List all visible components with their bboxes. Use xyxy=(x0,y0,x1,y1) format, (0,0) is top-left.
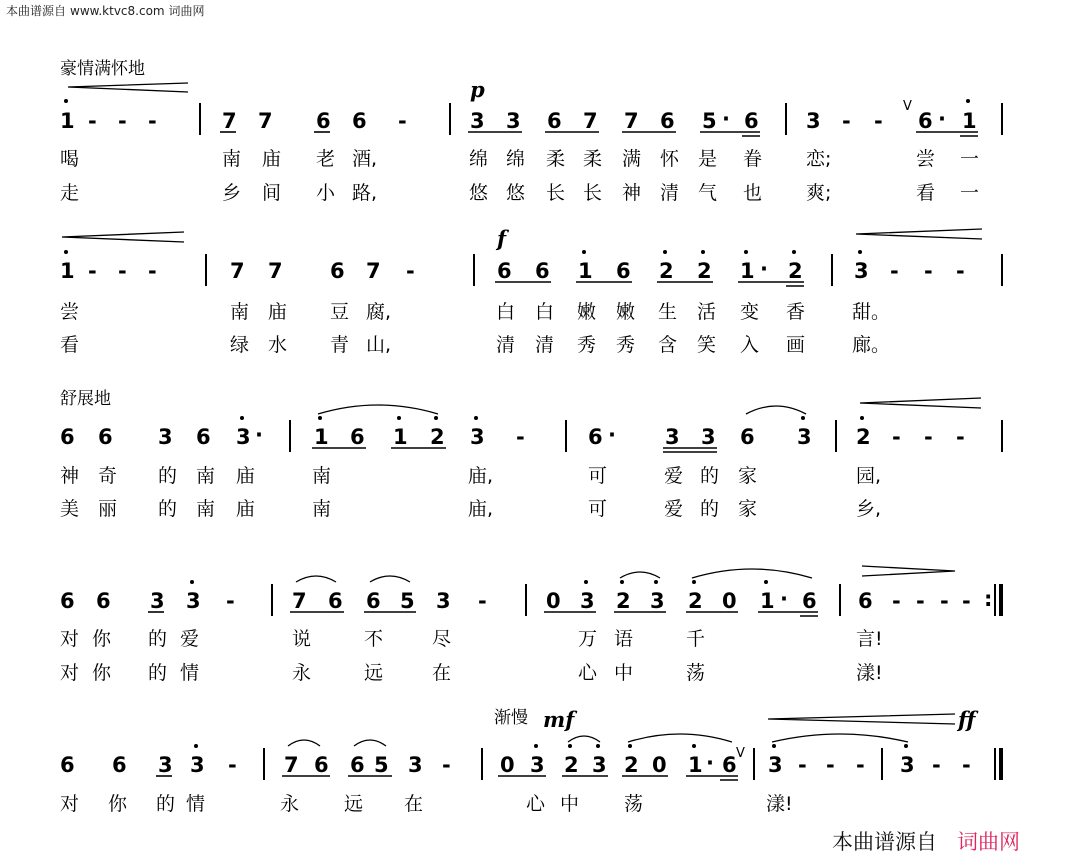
svg-text:乡: 乡 xyxy=(222,182,242,204)
svg-text:5: 5 xyxy=(400,589,415,613)
svg-text:尝: 尝 xyxy=(60,301,80,323)
tempo-mark-3: 渐慢 xyxy=(494,708,528,728)
svg-text:7: 7 xyxy=(366,259,381,283)
svg-text:6: 6 xyxy=(497,259,512,283)
svg-text:-: - xyxy=(798,753,807,777)
svg-text:看: 看 xyxy=(60,334,80,356)
svg-text:3: 3 xyxy=(797,425,812,449)
svg-text:6: 6 xyxy=(96,589,111,613)
svg-text:6: 6 xyxy=(112,753,127,777)
svg-text:3: 3 xyxy=(768,753,783,777)
svg-text:可: 可 xyxy=(588,498,608,520)
svg-text:画: 画 xyxy=(786,334,806,356)
svg-text:庙: 庙 xyxy=(236,498,256,520)
svg-text:庙: 庙 xyxy=(236,465,256,487)
svg-text:6: 6 xyxy=(60,753,75,777)
svg-text:生: 生 xyxy=(658,301,678,323)
svg-text:对: 对 xyxy=(60,662,80,684)
svg-text:-: - xyxy=(478,589,487,613)
svg-text:0: 0 xyxy=(652,753,667,777)
svg-text:庙: 庙 xyxy=(268,301,288,323)
svg-text:6: 6 xyxy=(366,589,381,613)
row-5 xyxy=(60,734,1001,815)
svg-text:丽: 丽 xyxy=(98,498,118,520)
svg-text:0: 0 xyxy=(722,589,737,613)
svg-text:香: 香 xyxy=(786,301,806,323)
svg-text:清: 清 xyxy=(660,182,680,204)
source-footer xyxy=(832,826,1020,856)
svg-text:-: - xyxy=(856,753,865,777)
svg-text:一: 一 xyxy=(960,148,980,170)
svg-text:悠: 悠 xyxy=(469,182,489,204)
row-3 xyxy=(60,405,1002,520)
svg-text:2: 2 xyxy=(856,425,871,449)
svg-text:6: 6 xyxy=(196,425,211,449)
svg-text:-: - xyxy=(924,425,933,449)
svg-text:庙,: 庙, xyxy=(468,498,494,520)
svg-text:3: 3 xyxy=(530,753,545,777)
svg-text:-: - xyxy=(962,753,971,777)
svg-text:路,: 路, xyxy=(352,182,378,204)
svg-text:6: 6 xyxy=(316,109,331,133)
svg-text:是: 是 xyxy=(698,148,718,170)
svg-text:甜。: 甜。 xyxy=(852,301,891,323)
footer-brand[interactable]: 词曲网 xyxy=(957,830,1020,854)
svg-text:一: 一 xyxy=(960,182,980,204)
svg-text:3: 3 xyxy=(470,425,485,449)
svg-text:绿: 绿 xyxy=(230,334,250,356)
svg-text:南: 南 xyxy=(230,301,250,323)
svg-text:对: 对 xyxy=(60,793,80,815)
svg-text:3: 3 xyxy=(236,425,251,449)
svg-text:3: 3 xyxy=(506,109,521,133)
svg-text:满: 满 xyxy=(622,148,642,170)
svg-text:6: 6 xyxy=(328,589,343,613)
svg-text:·: · xyxy=(608,423,616,447)
svg-text:3: 3 xyxy=(650,589,665,613)
svg-text:-: - xyxy=(956,425,965,449)
svg-text:-: - xyxy=(932,753,941,777)
header-brand: 词曲网 xyxy=(168,4,205,18)
svg-text:-: - xyxy=(516,425,525,449)
svg-text:言!: 言! xyxy=(856,628,883,650)
svg-text:-: - xyxy=(874,109,883,133)
svg-text:3: 3 xyxy=(665,425,680,449)
svg-text:悠: 悠 xyxy=(506,182,526,204)
tempo-mark-1: 豪情满怀地 xyxy=(60,59,145,79)
svg-text:庙: 庙 xyxy=(262,148,282,170)
svg-text:南: 南 xyxy=(312,498,332,520)
svg-text:1: 1 xyxy=(314,425,329,449)
header-site: 本曲谱源自 xyxy=(6,4,67,18)
svg-text:怀: 怀 xyxy=(660,148,680,170)
footer-site: 本曲谱源自 xyxy=(832,830,937,854)
svg-text:南: 南 xyxy=(222,148,242,170)
svg-text:6: 6 xyxy=(744,109,759,133)
svg-text:-: - xyxy=(148,259,157,283)
svg-text:的: 的 xyxy=(700,465,720,487)
svg-text:美: 美 xyxy=(60,498,80,520)
svg-text:的: 的 xyxy=(156,793,176,815)
svg-text:7: 7 xyxy=(258,109,273,133)
svg-text:绵: 绵 xyxy=(469,148,489,170)
svg-text:在: 在 xyxy=(404,793,424,815)
svg-text:柔: 柔 xyxy=(583,148,603,170)
svg-text:3: 3 xyxy=(408,753,423,777)
svg-text:看: 看 xyxy=(916,182,936,204)
svg-text:心: 心 xyxy=(526,793,546,815)
svg-text:乡,: 乡, xyxy=(856,498,882,520)
svg-text:清: 清 xyxy=(496,334,516,356)
svg-text:·: · xyxy=(706,751,714,775)
svg-text:2: 2 xyxy=(564,753,579,777)
svg-text:3: 3 xyxy=(190,753,205,777)
svg-text:·: · xyxy=(760,257,768,281)
tempo-mark-2: 舒展地 xyxy=(60,389,111,409)
dynamic-ff: ff xyxy=(958,707,976,732)
svg-text:绵: 绵 xyxy=(506,148,526,170)
svg-text:6: 6 xyxy=(588,425,603,449)
svg-text:尽: 尽 xyxy=(432,628,452,650)
svg-text:长: 长 xyxy=(546,182,566,204)
svg-text:3: 3 xyxy=(701,425,716,449)
svg-text:2: 2 xyxy=(616,589,631,613)
svg-text:7: 7 xyxy=(284,753,299,777)
svg-text:6: 6 xyxy=(660,109,675,133)
svg-text:6: 6 xyxy=(802,589,817,613)
svg-text:家: 家 xyxy=(738,498,758,520)
svg-text:7: 7 xyxy=(292,589,307,613)
svg-text:3: 3 xyxy=(580,589,595,613)
svg-text:3: 3 xyxy=(592,753,607,777)
svg-text:6: 6 xyxy=(547,109,562,133)
svg-text:3: 3 xyxy=(186,589,201,613)
svg-text:-: - xyxy=(924,259,933,283)
svg-text:南: 南 xyxy=(196,498,216,520)
svg-text:·: · xyxy=(938,107,946,131)
svg-text:·: · xyxy=(255,423,263,447)
svg-text:6: 6 xyxy=(314,753,329,777)
svg-text:爱: 爱 xyxy=(664,465,684,487)
svg-text:-: - xyxy=(826,753,835,777)
svg-text:-: - xyxy=(228,753,237,777)
svg-text:-: - xyxy=(406,259,415,283)
svg-text:走: 走 xyxy=(60,182,80,204)
svg-text:2: 2 xyxy=(624,753,639,777)
svg-text:6: 6 xyxy=(350,425,365,449)
svg-text:6: 6 xyxy=(616,259,631,283)
svg-text:6: 6 xyxy=(98,425,113,449)
svg-text:嫩: 嫩 xyxy=(577,301,597,323)
svg-text:白: 白 xyxy=(496,301,516,323)
dynamic-f: f xyxy=(497,226,507,251)
svg-text:-: - xyxy=(892,425,901,449)
svg-text:3: 3 xyxy=(470,109,485,133)
svg-text:-: - xyxy=(890,259,899,283)
row-1 xyxy=(60,99,1002,204)
svg-text:5: 5 xyxy=(374,753,389,777)
svg-text:6: 6 xyxy=(60,589,75,613)
hairpins xyxy=(62,83,982,724)
svg-text:爱: 爱 xyxy=(180,628,200,650)
svg-text:-: - xyxy=(398,109,407,133)
svg-text:永: 永 xyxy=(292,662,312,684)
svg-text:1: 1 xyxy=(578,259,593,283)
svg-text:-: - xyxy=(118,259,127,283)
svg-text:气: 气 xyxy=(698,182,718,204)
svg-text:荡: 荡 xyxy=(686,662,706,684)
svg-text::: : xyxy=(984,587,993,611)
svg-text:喝: 喝 xyxy=(60,148,80,170)
svg-text:含: 含 xyxy=(658,334,678,356)
svg-text:2: 2 xyxy=(688,589,703,613)
svg-text:1: 1 xyxy=(393,425,408,449)
svg-text:漾!: 漾! xyxy=(766,793,793,815)
svg-text:廊。: 廊。 xyxy=(852,334,891,356)
svg-text:神: 神 xyxy=(60,465,80,487)
svg-text:-: - xyxy=(88,259,97,283)
svg-text:园,: 园, xyxy=(856,465,882,487)
svg-text:的: 的 xyxy=(148,628,168,650)
svg-text:6: 6 xyxy=(60,425,75,449)
header-url[interactable]: www.ktvc8.com xyxy=(70,4,165,18)
svg-text:2: 2 xyxy=(697,259,712,283)
svg-text:·: · xyxy=(780,587,788,611)
svg-text:说: 说 xyxy=(292,628,312,650)
svg-text:入: 入 xyxy=(740,334,760,356)
svg-text:-: - xyxy=(962,589,971,613)
dynamic-p: p xyxy=(470,77,485,102)
svg-text:眷: 眷 xyxy=(743,148,763,170)
dynamic-mf: mf xyxy=(543,707,575,732)
svg-text:酒,: 酒, xyxy=(352,148,378,170)
svg-text:情: 情 xyxy=(186,793,206,815)
svg-text:嫩: 嫩 xyxy=(616,301,636,323)
svg-text:7: 7 xyxy=(268,259,283,283)
svg-text:1: 1 xyxy=(60,259,75,283)
svg-text:变: 变 xyxy=(740,301,760,323)
svg-text:水: 水 xyxy=(268,334,288,356)
row-4 xyxy=(60,569,1001,684)
svg-text:V: V xyxy=(736,746,745,761)
svg-text:1: 1 xyxy=(760,589,775,613)
svg-text:中: 中 xyxy=(560,793,580,815)
svg-text:奇: 奇 xyxy=(98,465,118,487)
svg-text:5: 5 xyxy=(702,109,717,133)
svg-text:可: 可 xyxy=(588,465,608,487)
svg-text:2: 2 xyxy=(659,259,674,283)
note: 1 xyxy=(60,109,75,133)
svg-text:你: 你 xyxy=(92,628,112,650)
svg-text:中: 中 xyxy=(614,662,634,684)
svg-text:情: 情 xyxy=(180,662,200,684)
svg-text:小: 小 xyxy=(316,182,336,204)
svg-text:1: 1 xyxy=(962,109,977,133)
svg-text:秀: 秀 xyxy=(577,334,597,356)
svg-text:-: - xyxy=(118,109,127,133)
svg-text:3: 3 xyxy=(806,109,821,133)
svg-text:的: 的 xyxy=(700,498,720,520)
svg-text:南: 南 xyxy=(196,465,216,487)
svg-text:间: 间 xyxy=(262,182,282,204)
svg-text:3: 3 xyxy=(854,259,869,283)
svg-text:6: 6 xyxy=(535,259,550,283)
svg-text:漾!: 漾! xyxy=(856,662,883,684)
svg-text:1: 1 xyxy=(688,753,703,777)
svg-text:3: 3 xyxy=(150,589,165,613)
svg-text:6: 6 xyxy=(918,109,933,133)
svg-text:6: 6 xyxy=(352,109,367,133)
svg-text:神: 神 xyxy=(622,182,642,204)
svg-text:-: - xyxy=(842,109,851,133)
svg-text:3: 3 xyxy=(436,589,451,613)
svg-text:活: 活 xyxy=(697,301,717,323)
svg-text:0: 0 xyxy=(546,589,561,613)
svg-text:南: 南 xyxy=(312,465,332,487)
svg-text:永: 永 xyxy=(280,793,300,815)
svg-text:-: - xyxy=(892,589,901,613)
svg-text:万: 万 xyxy=(578,628,598,650)
svg-text:尝: 尝 xyxy=(916,148,936,170)
svg-text:你: 你 xyxy=(108,793,128,815)
svg-text:3: 3 xyxy=(158,425,173,449)
svg-text:清: 清 xyxy=(535,334,555,356)
svg-text:-: - xyxy=(148,109,157,133)
svg-text:6: 6 xyxy=(740,425,755,449)
svg-text:长: 长 xyxy=(583,182,603,204)
svg-text:也: 也 xyxy=(743,182,763,204)
svg-text:心: 心 xyxy=(578,662,598,684)
svg-text:-: - xyxy=(916,589,925,613)
svg-text:的: 的 xyxy=(158,498,178,520)
svg-text:豆: 豆 xyxy=(330,301,350,323)
svg-text:家: 家 xyxy=(738,465,758,487)
svg-text:老: 老 xyxy=(316,148,336,170)
svg-text:2: 2 xyxy=(788,259,803,283)
svg-text:语: 语 xyxy=(614,628,634,650)
svg-text:腐,: 腐, xyxy=(366,301,392,323)
svg-text:你: 你 xyxy=(92,662,112,684)
svg-text:-: - xyxy=(226,589,235,613)
svg-text:1: 1 xyxy=(740,259,755,283)
svg-text:庙,: 庙, xyxy=(468,465,494,487)
svg-text:秀: 秀 xyxy=(616,334,636,356)
svg-text:笑: 笑 xyxy=(697,334,717,356)
svg-text:2: 2 xyxy=(430,425,445,449)
svg-text:7: 7 xyxy=(230,259,245,283)
svg-text:·: · xyxy=(722,107,730,131)
svg-text:对: 对 xyxy=(60,628,80,650)
svg-text:6: 6 xyxy=(350,753,365,777)
svg-text:爱: 爱 xyxy=(664,498,684,520)
svg-text:不: 不 xyxy=(364,628,384,650)
svg-text:3: 3 xyxy=(900,753,915,777)
svg-text:6: 6 xyxy=(330,259,345,283)
svg-text:7: 7 xyxy=(222,109,237,133)
svg-text:-: - xyxy=(956,259,965,283)
svg-text:的: 的 xyxy=(158,465,178,487)
svg-text:7: 7 xyxy=(583,109,598,133)
svg-text:荡: 荡 xyxy=(624,793,644,815)
svg-text:在: 在 xyxy=(432,662,452,684)
svg-text:V: V xyxy=(903,99,912,114)
svg-text:-: - xyxy=(940,589,949,613)
svg-text:0: 0 xyxy=(500,753,515,777)
svg-text:远: 远 xyxy=(344,793,364,815)
svg-text:的: 的 xyxy=(148,662,168,684)
svg-text:7: 7 xyxy=(624,109,639,133)
svg-text:青: 青 xyxy=(330,334,350,356)
svg-text:柔: 柔 xyxy=(546,148,566,170)
svg-text:爽;: 爽; xyxy=(806,182,832,204)
svg-text:千: 千 xyxy=(686,628,706,650)
svg-text:3: 3 xyxy=(158,753,173,777)
svg-text:6: 6 xyxy=(858,589,873,613)
svg-text:远: 远 xyxy=(364,662,384,684)
svg-text:6: 6 xyxy=(722,753,737,777)
svg-text:-: - xyxy=(88,109,97,133)
svg-text:白: 白 xyxy=(535,301,555,323)
svg-text:恋;: 恋; xyxy=(806,148,832,170)
row-2 xyxy=(60,250,1002,356)
svg-text:山,: 山, xyxy=(366,334,392,356)
svg-text:-: - xyxy=(442,753,451,777)
